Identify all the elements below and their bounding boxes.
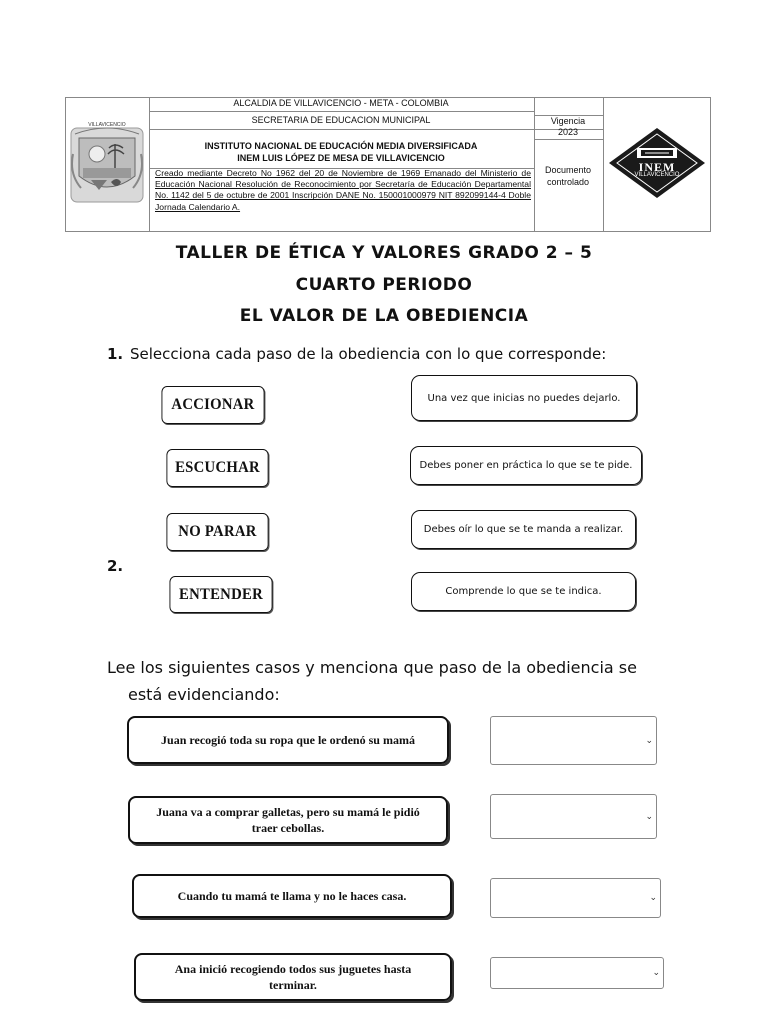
step-escuchar[interactable]: ESCUCHAR [166, 449, 268, 487]
seal-text: VILLAVICENCIO [88, 122, 126, 128]
case-4: Ana inició recogiendo todos sus juguetes hasta terminar. [134, 953, 452, 1001]
question2-text-line2: está evidenciando: [128, 685, 280, 704]
logo-text-city: VILLAVICENCIO [634, 172, 680, 178]
step-accionar[interactable]: ACCIONAR [161, 386, 264, 424]
worksheet-title: TALLER DE ÉTICA Y VALORES GRADO 2 – 5 [175, 243, 593, 263]
chevron-down-icon: ⌄ [645, 811, 653, 822]
chevron-down-icon: ⌄ [652, 968, 660, 978]
question2-number: 2. [107, 557, 124, 575]
case-2: Juana va a comprar galletas, pero su mamá le pidió traer cebollas. [128, 796, 448, 844]
step-no-parar[interactable]: NO PARAR [166, 513, 268, 551]
step-entender[interactable]: ENTENDER [169, 576, 272, 613]
logo-text-inem: INEM [638, 160, 676, 174]
answer-select-2[interactable] [490, 794, 657, 839]
answer-select-4[interactable] [490, 957, 664, 989]
vigencia-label: Vigencia [550, 116, 586, 126]
chevron-down-icon: ⌄ [645, 735, 653, 746]
question1-text: Selecciona cada paso de la obediencia con lo que corresponde: [130, 345, 607, 363]
definition-2[interactable]: Debes poner en práctica lo que se te pide. [410, 446, 642, 485]
documento-label: Documento [544, 165, 592, 175]
definition-1[interactable]: Una vez que inicias no puedes dejarlo. [411, 375, 637, 421]
municipal-seal-icon [69, 124, 145, 206]
answer-select-3[interactable] [490, 878, 661, 918]
controlado-label: controlado [546, 177, 590, 187]
case-1: Juan recogió toda su ropa que le ordenó su mamá [127, 716, 449, 764]
chevron-down-icon: ⌄ [649, 893, 657, 903]
definition-4[interactable]: Comprende lo que se te indica. [411, 572, 636, 611]
worksheet-period: CUARTO PERIODO [295, 275, 473, 295]
question2-text-line1: Lee los siguientes casos y menciona que paso de la obediencia se [107, 658, 637, 677]
header-institution-name: INSTITUTO NACIONAL DE EDUCACIÓN MEDIA DIVERSIFICADA [204, 141, 478, 151]
question1-number: 1. [107, 345, 124, 363]
vigencia-year: 2023 [557, 127, 579, 137]
header-education-secretary: SECRETARIA DE EDUCACION MUNICIPAL [251, 115, 431, 125]
worksheet-topic: EL VALOR DE LA OBEDIENCIA [239, 306, 529, 326]
definition-3[interactable]: Debes oír lo que se te manda a realizar. [411, 510, 636, 549]
answer-select-1[interactable] [490, 716, 657, 765]
header-decree: Creado mediante Decreto No 1962 del 20 de Noviembre de 1969 Emanado del Ministerio de Educación Nacional Resolución de Reconocimiento por Secretaría de Educación Departamental No. 1142 del 5 de octubre de 2001 Inscripción DANE No. 150001000979 NIT 892099144-4 Doble Jornada Calendario A. [155, 168, 531, 212]
case-3: Cuando tu mamá te llama y no le haces casa. [132, 874, 452, 918]
header-mayor-office: ALCALDIA DE VILLAVICENCIO - META - COLOMBIA [233, 98, 449, 108]
header-institution-subname: INEM LUIS LÓPEZ DE MESA DE VILLAVICENCIO [237, 153, 445, 163]
